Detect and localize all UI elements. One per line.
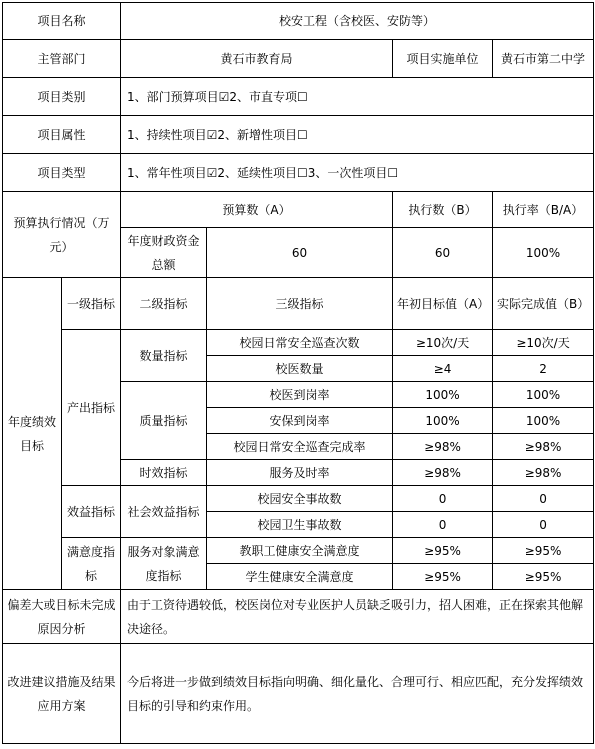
rate-col-header: 执行率（B/A）	[493, 192, 594, 228]
deviation-text: 由于工资待遇较低，校医岗位对专业医护人员缺乏吸引力，招人困难，正在探索其他解决途径。	[121, 590, 594, 644]
indicator-name: 服务及时率	[207, 460, 393, 486]
indicator-actual: 100%	[493, 382, 594, 408]
perf-section-label: 年度绩效目标	[3, 278, 62, 590]
attribute-label: 项目属性	[3, 116, 121, 154]
indicator-target: ≥10次/天	[393, 330, 493, 356]
indicator-name: 学生健康安全满意度	[207, 564, 393, 590]
budget-value: 60	[207, 228, 393, 278]
indicator-actual: 2	[493, 356, 594, 382]
header-level3: 三级指标	[207, 278, 393, 330]
impl-unit-value: 黄石市第二中学	[493, 40, 594, 78]
indicator-name: 校园日常安全巡查完成率	[207, 434, 393, 460]
satisfaction-label: 满意度指标	[62, 538, 121, 590]
indicator-target: ≥98%	[393, 434, 493, 460]
improvement-text: 今后将进一步做到绩效目标指向明确、细化量化、合理可行、相应匹配，充分发挥绩效目标的引导和约束作用。	[121, 644, 594, 744]
impl-unit-label: 项目实施单位	[393, 40, 493, 78]
budget-label: 预算执行情况（万元）	[3, 192, 121, 278]
service-satisfaction-label: 服务对象满意度指标	[121, 538, 207, 590]
indicator-target: 100%	[393, 408, 493, 434]
indicator-actual: ≥95%	[493, 538, 594, 564]
time-label: 时效指标	[121, 460, 207, 486]
project-name-label: 项目名称	[3, 3, 121, 40]
exec-col-header: 执行数（B）	[393, 192, 493, 228]
deviation-label: 偏差大或目标未完成原因分析	[3, 590, 121, 644]
header-level1: 一级指标	[62, 278, 121, 330]
category-label: 项目类别	[3, 78, 121, 116]
header-target: 年初目标值（A）	[393, 278, 493, 330]
indicator-target: ≥95%	[393, 538, 493, 564]
type-value: 1、常年性项目☑2、延续性项目☐3、一次性项目☐	[121, 154, 594, 192]
category-value: 1、部门预算项目☑2、市直专项☐	[121, 78, 594, 116]
indicator-actual: ≥98%	[493, 434, 594, 460]
indicator-target: 0	[393, 512, 493, 538]
exec-value: 60	[393, 228, 493, 278]
indicator-actual: ≥10次/天	[493, 330, 594, 356]
benefit-label: 效益指标	[62, 486, 121, 538]
social-benefit-label: 社会效益指标	[121, 486, 207, 538]
performance-evaluation-table	[2, 2, 594, 744]
quantity-label: 数量指标	[121, 330, 207, 382]
indicator-actual: 0	[493, 512, 594, 538]
budget-row-label: 年度财政资金总额	[121, 228, 207, 278]
indicator-target: 100%	[393, 382, 493, 408]
project-name-value: 校安工程（含校医、安防等）	[121, 3, 594, 40]
type-label: 项目类型	[3, 154, 121, 192]
indicator-name: 校园日常安全巡查次数	[207, 330, 393, 356]
indicator-actual: 100%	[493, 408, 594, 434]
dept-value: 黄石市教育局	[121, 40, 393, 78]
indicator-actual: 0	[493, 486, 594, 512]
quality-label: 质量指标	[121, 382, 207, 460]
indicator-name: 校园卫生事故数	[207, 512, 393, 538]
dept-label: 主管部门	[3, 40, 121, 78]
header-actual: 实际完成值（B）	[493, 278, 594, 330]
improvement-label: 改进建议措施及结果应用方案	[3, 644, 121, 744]
indicator-actual: ≥95%	[493, 564, 594, 590]
rate-value: 100%	[493, 228, 594, 278]
indicator-actual: ≥98%	[493, 460, 594, 486]
header-level2: 二级指标	[121, 278, 207, 330]
indicator-target: ≥98%	[393, 460, 493, 486]
indicator-name: 校医数量	[207, 356, 393, 382]
indicator-name: 校园安全事故数	[207, 486, 393, 512]
indicator-target: 0	[393, 486, 493, 512]
indicator-name: 教职工健康安全满意度	[207, 538, 393, 564]
attribute-value: 1、持续性项目☑2、新增性项目☐	[121, 116, 594, 154]
indicator-target: ≥95%	[393, 564, 493, 590]
output-label: 产出指标	[62, 330, 121, 486]
indicator-name: 安保到岗率	[207, 408, 393, 434]
indicator-target: ≥4	[393, 356, 493, 382]
indicator-name: 校医到岗率	[207, 382, 393, 408]
budget-col-header: 预算数（A）	[121, 192, 393, 228]
